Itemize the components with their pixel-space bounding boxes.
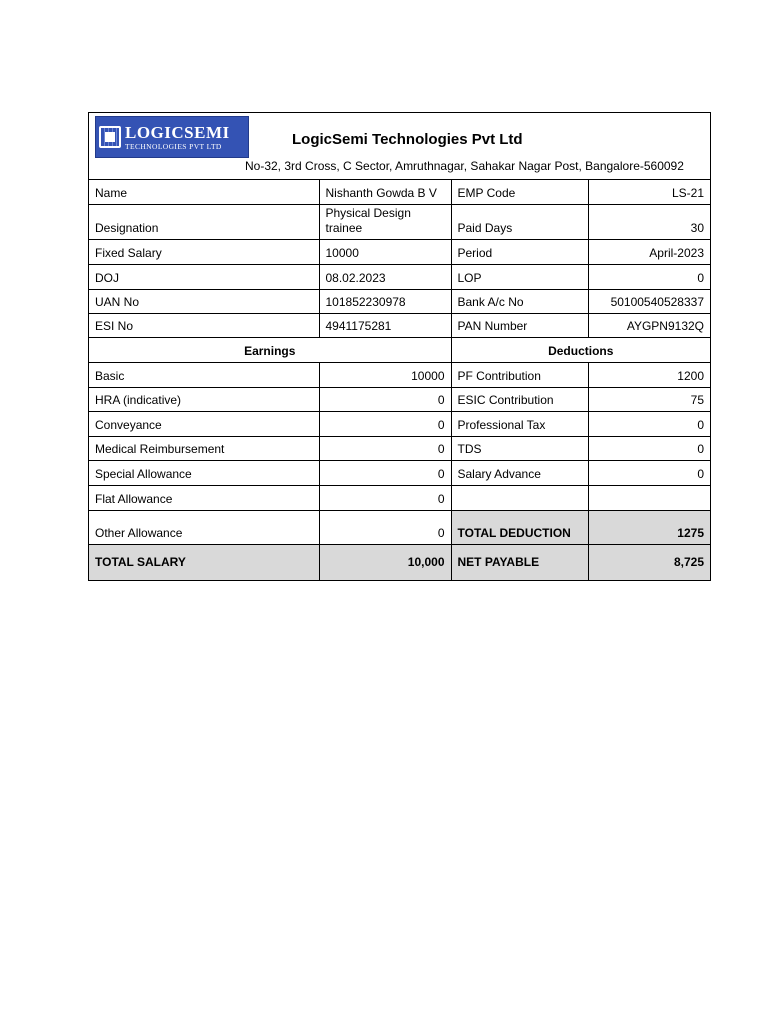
uan-value: 101852230978 bbox=[319, 289, 451, 313]
paid-days-value: 30 bbox=[588, 204, 710, 239]
earning-label: Medical Reimbursement bbox=[89, 436, 319, 460]
company-address: No-32, 3rd Cross, C Sector, Amruthnagar, Sahakar Nagar Post, Bangalore-560092 bbox=[245, 159, 684, 173]
deduction-value: 0 bbox=[588, 436, 710, 460]
table-row bbox=[89, 411, 710, 436]
bank-label: Bank A/c No bbox=[451, 289, 588, 313]
table-row bbox=[89, 264, 710, 289]
payslip bbox=[88, 112, 711, 581]
deduction-label: PF Contribution bbox=[451, 362, 588, 387]
emp-code-value: LS-21 bbox=[588, 180, 710, 204]
deduction-label: Salary Advance bbox=[451, 460, 588, 485]
earning-value: 0 bbox=[319, 436, 451, 460]
table-row bbox=[89, 436, 710, 460]
earning-label: Basic bbox=[89, 362, 319, 387]
table-row bbox=[89, 204, 710, 239]
deductions-title: Deductions bbox=[451, 337, 710, 362]
earning-label: Special Allowance bbox=[89, 460, 319, 485]
table-row bbox=[89, 387, 710, 411]
esi-value: 4941175281 bbox=[319, 313, 451, 337]
earning-label: HRA (indicative) bbox=[89, 387, 319, 411]
section-header-row bbox=[89, 337, 710, 362]
deduction-value: 0 bbox=[588, 460, 710, 485]
logo-subtext: TECHNOLOGIES PVT LTD bbox=[125, 141, 222, 151]
earnings-title: Earnings bbox=[89, 337, 451, 362]
net-payable-value: 8,725 bbox=[588, 544, 710, 580]
payslip-table bbox=[89, 180, 710, 580]
table-row bbox=[89, 239, 710, 264]
table-row bbox=[89, 313, 710, 337]
empty-cell bbox=[588, 485, 710, 510]
company-logo bbox=[95, 116, 249, 158]
chip-icon bbox=[99, 126, 121, 148]
table-row bbox=[89, 362, 710, 387]
earning-value: 0 bbox=[319, 485, 451, 510]
period-label: Period bbox=[451, 239, 588, 264]
total-deduction-value: 1275 bbox=[588, 510, 710, 544]
paid-days-label: Paid Days bbox=[451, 204, 588, 239]
lop-value: 0 bbox=[588, 264, 710, 289]
lop-label: LOP bbox=[451, 264, 588, 289]
fixed-salary-label: Fixed Salary bbox=[89, 239, 319, 264]
designation-label: Designation bbox=[89, 204, 319, 239]
pan-label: PAN Number bbox=[451, 313, 588, 337]
table-row bbox=[89, 460, 710, 485]
deduction-value: 1200 bbox=[588, 362, 710, 387]
bank-value: 50100540528337 bbox=[588, 289, 710, 313]
company-name: LogicSemi Technologies Pvt Ltd bbox=[292, 131, 523, 148]
total-salary-label: TOTAL SALARY bbox=[89, 544, 319, 580]
esi-label: ESI No bbox=[89, 313, 319, 337]
deduction-value: 75 bbox=[588, 387, 710, 411]
empty-cell bbox=[451, 485, 588, 510]
name-label: Name bbox=[89, 180, 319, 204]
period-value: April-2023 bbox=[588, 239, 710, 264]
table-row bbox=[89, 289, 710, 313]
earning-value: 0 bbox=[319, 411, 451, 436]
table-row bbox=[89, 485, 710, 510]
doj-label: DOJ bbox=[89, 264, 319, 289]
earning-value: 0 bbox=[319, 387, 451, 411]
total-deduction-label: TOTAL DEDUCTION bbox=[451, 510, 588, 544]
designation-value: Physical Design trainee bbox=[319, 204, 451, 239]
table-row bbox=[89, 180, 710, 204]
pan-value: AYGPN9132Q bbox=[588, 313, 710, 337]
total-salary-value: 10,000 bbox=[319, 544, 451, 580]
deduction-label: TDS bbox=[451, 436, 588, 460]
earning-value: 10000 bbox=[319, 362, 451, 387]
deduction-label: ESIC Contribution bbox=[451, 387, 588, 411]
earning-label: Other Allowance bbox=[89, 510, 319, 544]
uan-label: UAN No bbox=[89, 289, 319, 313]
deduction-label: Professional Tax bbox=[451, 411, 588, 436]
fixed-salary-value: 10000 bbox=[319, 239, 451, 264]
earning-value: 0 bbox=[319, 510, 451, 544]
net-payable-label: NET PAYABLE bbox=[451, 544, 588, 580]
earning-value: 0 bbox=[319, 460, 451, 485]
emp-code-label: EMP Code bbox=[451, 180, 588, 204]
totals-row bbox=[89, 544, 710, 580]
table-row bbox=[89, 510, 710, 544]
name-value: Nishanth Gowda B V bbox=[319, 180, 451, 204]
doj-value: 08.02.2023 bbox=[319, 264, 451, 289]
payslip-header bbox=[89, 113, 710, 180]
earning-label: Conveyance bbox=[89, 411, 319, 436]
earning-label: Flat Allowance bbox=[89, 485, 319, 510]
logo-text: LOGICSEMI bbox=[125, 122, 230, 142]
deduction-value: 0 bbox=[588, 411, 710, 436]
